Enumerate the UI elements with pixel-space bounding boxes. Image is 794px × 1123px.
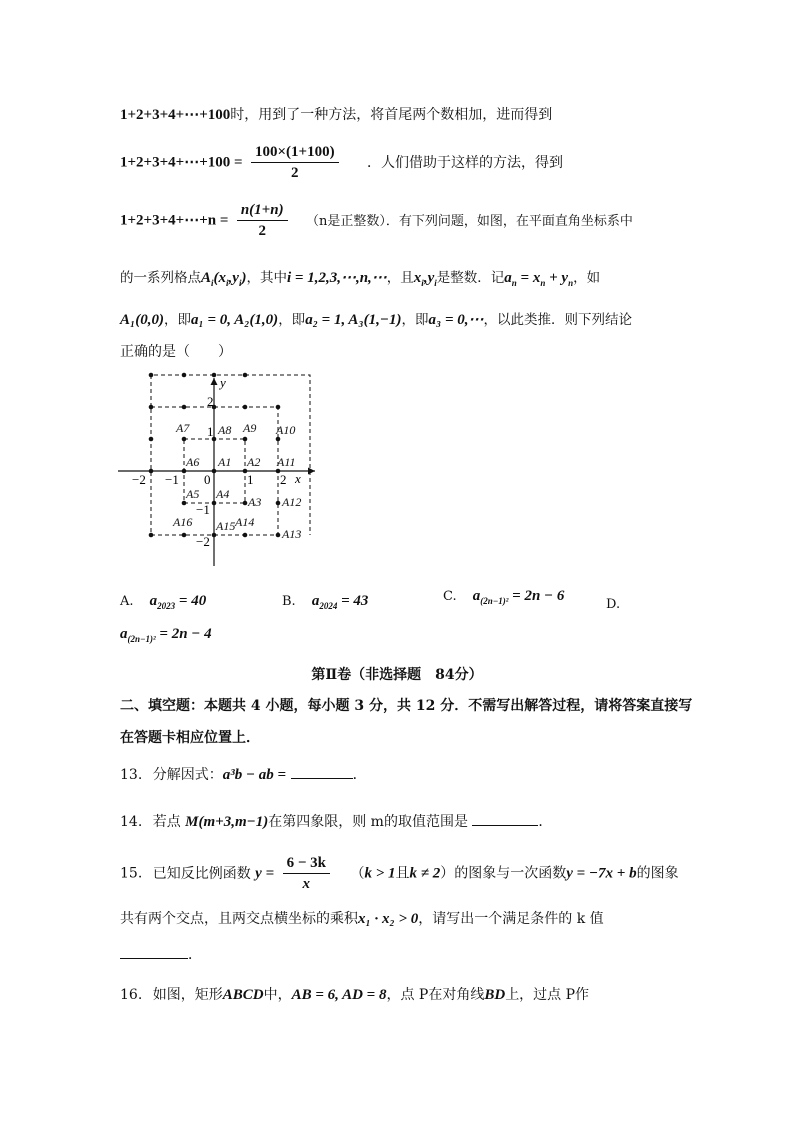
point-label: A2 (247, 455, 261, 469)
tick-x: −2 (132, 472, 146, 487)
lattice-figure (110, 370, 320, 570)
tick-y: 2 (207, 394, 214, 409)
lattice-point (182, 405, 187, 410)
lattice-point (243, 501, 248, 506)
lattice-point (276, 533, 281, 538)
section-2-title: 第Ⅱ卷（非选择题 84分） (311, 667, 483, 683)
answer-blank-13[interactable] (291, 764, 353, 779)
tick-y: −2 (196, 534, 210, 549)
inverse-function-fraction: $\frac{6 - 3k}{x}$ (283, 853, 330, 894)
lattice-point (149, 373, 154, 378)
sum-formula-lhs: 1+2+3+4+⋯+100 = (120, 154, 243, 171)
intro-line-6: 正确的是（ ） (120, 344, 232, 360)
tick-x: 1 (247, 472, 254, 487)
lattice-point (149, 533, 154, 538)
lattice-point (276, 501, 281, 506)
option-c[interactable]: C. $a_{(2n-1)^2} = 2n - 6$ (443, 588, 565, 606)
lattice-point (212, 373, 217, 378)
option-d[interactable]: D. (606, 597, 621, 612)
point-label: A15 (216, 519, 236, 533)
tick-x: −1 (165, 472, 179, 487)
point-label: A6 (186, 455, 200, 469)
general-formula-fraction: $\frac{n(1+n)}{2}$ (237, 200, 288, 241)
lattice-point (212, 533, 217, 538)
lattice-point (212, 501, 217, 506)
option-a[interactable]: A. $a_{2023} = 40$ (120, 593, 207, 611)
intro-text: ．人们借助于这样的方法，得到 (367, 154, 564, 171)
point-label: A10 (276, 423, 296, 437)
intro-line-2 (120, 142, 563, 183)
sum-expression: 1+2+3+4+⋯+100 (120, 107, 231, 123)
lattice-point (276, 405, 281, 410)
point-label: A16 (173, 515, 193, 529)
lattice-point (243, 373, 248, 378)
point-label: A9 (243, 421, 257, 435)
lattice-point (149, 437, 154, 442)
lattice-point (182, 533, 187, 538)
intro-line-4: 的一系列格点$A_i(x_i,y_i)$，其中i = 1,2,3,⋯,n,⋯，且$x_i,y_i$是整数．记$a_n = x_n + y_n$，如 (120, 270, 601, 288)
question-15-line-2: 共有两个交点，且两交点横坐标的乘积x₁ · x₂ > 0，请写出一个满足条件的 k 值 (120, 911, 604, 927)
general-formula-lhs: 1+2+3+4+⋯+n = (120, 212, 229, 229)
point-label: A1 (218, 455, 232, 469)
tick-x: 2 (280, 472, 287, 487)
point-label: A14 (235, 515, 255, 529)
intro-line-3 (120, 200, 633, 241)
point-label: A5 (186, 487, 200, 501)
point-notation: $A_i(x_i,y_i)$ (201, 270, 247, 288)
point-label: A12 (282, 495, 302, 509)
tick-y: −1 (196, 502, 210, 517)
section-2-desc-1: 二、填空题：本题共 4 小题，每小题 3 分，共 12 分．不需写出解答过程，请将答案直接写 (120, 698, 693, 714)
point-label: A7 (176, 421, 190, 435)
origin-label: 0 (204, 472, 211, 487)
lattice-point (243, 437, 248, 442)
question-15-line-3: ． (120, 944, 202, 965)
sum-formula-fraction: $\frac{100\times(1+100)}{2}$ (251, 142, 339, 183)
lattice-point (149, 469, 154, 474)
tick-y: 1 (207, 424, 214, 439)
lattice-point (149, 405, 154, 410)
section-2-desc-2: 在答题卡相应位置上． (120, 730, 260, 746)
lattice-point (276, 437, 281, 442)
point-label: A8 (218, 423, 232, 437)
y-axis-label: y (220, 375, 226, 390)
lattice-point (243, 405, 248, 410)
lattice-point (182, 469, 187, 474)
answer-blank-15[interactable] (120, 944, 188, 959)
question-13: 13. 分解因式：a³b − ab = ． (120, 764, 367, 785)
option-d-expression: $a_{(2n-1)^2} = 2n - 4$ (120, 626, 212, 644)
x-axis-label: x (295, 471, 301, 486)
lattice-point (182, 501, 187, 506)
intro-text: （n是正整数）．有下列问题，如图，在平面直角坐标系中 (306, 213, 633, 229)
question-16: 16. 如图，矩形ABCD中，AB = 6, AD = 8，点 P在对角线BD上，过点 P作 (120, 987, 590, 1003)
index-range: i = 1,2,3,⋯,n,⋯ (286, 270, 387, 286)
point-label: A11 (277, 455, 296, 469)
intro-text: 时，用到了一种方法，将首尾两个数相加，进而得到 (230, 107, 553, 123)
point-label: A4 (216, 487, 230, 501)
intro-line-5: A₁(0,0)，即a₁ = 0, A₂(1,0)，即a₂ = 1, A₃(1,−1)，即a₃ = 0,⋯，以此类推．则下列结论 (120, 312, 633, 328)
lattice-point (182, 437, 187, 442)
lattice-point (243, 533, 248, 538)
question-15: 15. 已知反比例函数 y = $\frac{6 - 3k}{x}$ （k > 1且k ≠ 2）的图象与一次函数y = −7x + b的图象 (120, 855, 679, 892)
a-definition: $a_n = x_n + y_n$ (504, 270, 574, 288)
intro-line-1 (120, 105, 552, 125)
lattice-point (212, 469, 217, 474)
coord-vars: $x_i,y_i$ (413, 270, 437, 288)
lattice-point (182, 373, 187, 378)
point-label: A3 (248, 495, 262, 509)
question-14: 14. 若点 M(m+3,m−1)在第四象限，则 m的取值范围是 ． (120, 811, 552, 832)
option-b[interactable]: B. $a_{2024} = 43$ (282, 593, 369, 611)
point-label: A13 (282, 527, 302, 541)
answer-blank-14[interactable] (472, 811, 538, 826)
